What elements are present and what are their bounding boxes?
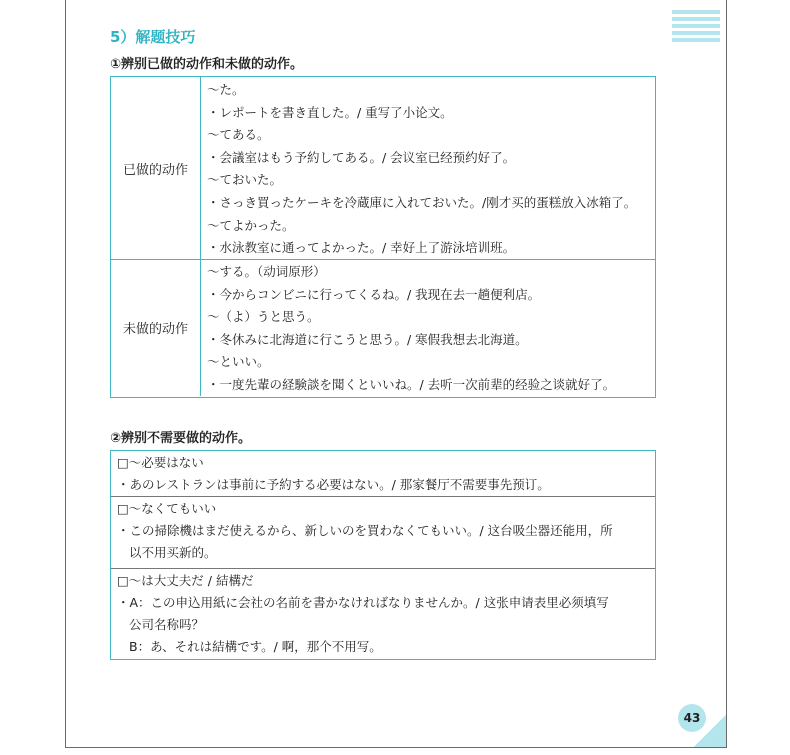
pattern-block-daijoubu xyxy=(111,569,655,661)
example-line: B：あ、それは結構です。/ 啊，那个不用写。 xyxy=(129,639,382,654)
example-line: ・一度先輩の経験談を聞くといいね。/ 去听一次前辈的经验之谈就好了。 xyxy=(207,376,616,392)
example-line-continued: 以不用买新的。 xyxy=(129,545,217,560)
pattern-line: 〜てある。 xyxy=(207,127,270,143)
example-line: ・あのレストランは事前に予約する必要はない。/ 那家餐厅不需要事先预订。 xyxy=(117,477,550,492)
example-line: ・水泳教室に通ってよかった。/ 幸好上了游泳培训班。 xyxy=(207,240,516,256)
pattern-line: 〜（よ）うと思う。 xyxy=(207,309,320,325)
pattern-block-nakutemoii xyxy=(111,497,655,569)
pattern-line: 〜する。（动词原形） xyxy=(207,264,326,279)
section-title: 5）解题技巧 xyxy=(110,28,196,46)
row-label-undone: 未做的动作 xyxy=(111,259,201,396)
example-line: ・冬休みに北海道に行こうと思う。/ 寒假我想去北海道。 xyxy=(207,331,528,347)
row-content-done xyxy=(207,79,653,260)
pattern-line: 〜ておいた。 xyxy=(207,172,283,188)
pattern-line: 〜てよかった。 xyxy=(207,217,295,233)
example-line: ・会議室はもう予約してある。/ 会议室已经预约好了。 xyxy=(207,149,516,165)
done-vs-undone-table xyxy=(110,76,656,398)
pattern-line: 〜といい。 xyxy=(207,354,270,370)
row-label-done: 已做的动作 xyxy=(111,77,201,259)
example-line: ・今からコンビニに行ってくるね。/ 我现在去一趟便利店。 xyxy=(207,286,541,302)
decorative-stripes xyxy=(672,10,720,45)
pattern-line: □〜必要はない xyxy=(117,455,204,470)
example-line: ・さっき買ったケーキを冷蔵庫に入れておいた。/刚才买的蛋糕放入冰箱了。 xyxy=(207,194,637,210)
example-line-continued: 公司名称吗？ xyxy=(129,617,205,632)
example-line: ・レポートを書き直した。/ 重写了小论文。 xyxy=(207,104,453,120)
row-content-undone xyxy=(207,261,653,397)
unnecessary-action-box xyxy=(110,450,656,660)
table-row-done xyxy=(111,77,655,260)
pattern-line: □〜は大丈夫だ / 結構だ xyxy=(117,573,254,588)
table-row-undone xyxy=(111,259,655,396)
page-number: 43 xyxy=(678,704,706,732)
pattern-line: 〜た。 xyxy=(207,82,245,97)
example-line: ・A：この申込用紙に会社の名前を書かなければなりませんか。/ 这张申请表里必须填写 xyxy=(117,595,609,610)
part1-heading: ①辨别已做的动作和未做的动作。 xyxy=(110,57,304,72)
pattern-line: □〜なくてもいい xyxy=(117,501,217,516)
part2-heading: ②辨别不需要做的动作。 xyxy=(110,431,252,446)
pattern-block-hitsuyou xyxy=(111,451,655,497)
example-line: ・この掃除機はまだ使えるから、新しいのを買わなくてもいい。/ 这台吸尘器还能用，所 xyxy=(117,523,613,538)
